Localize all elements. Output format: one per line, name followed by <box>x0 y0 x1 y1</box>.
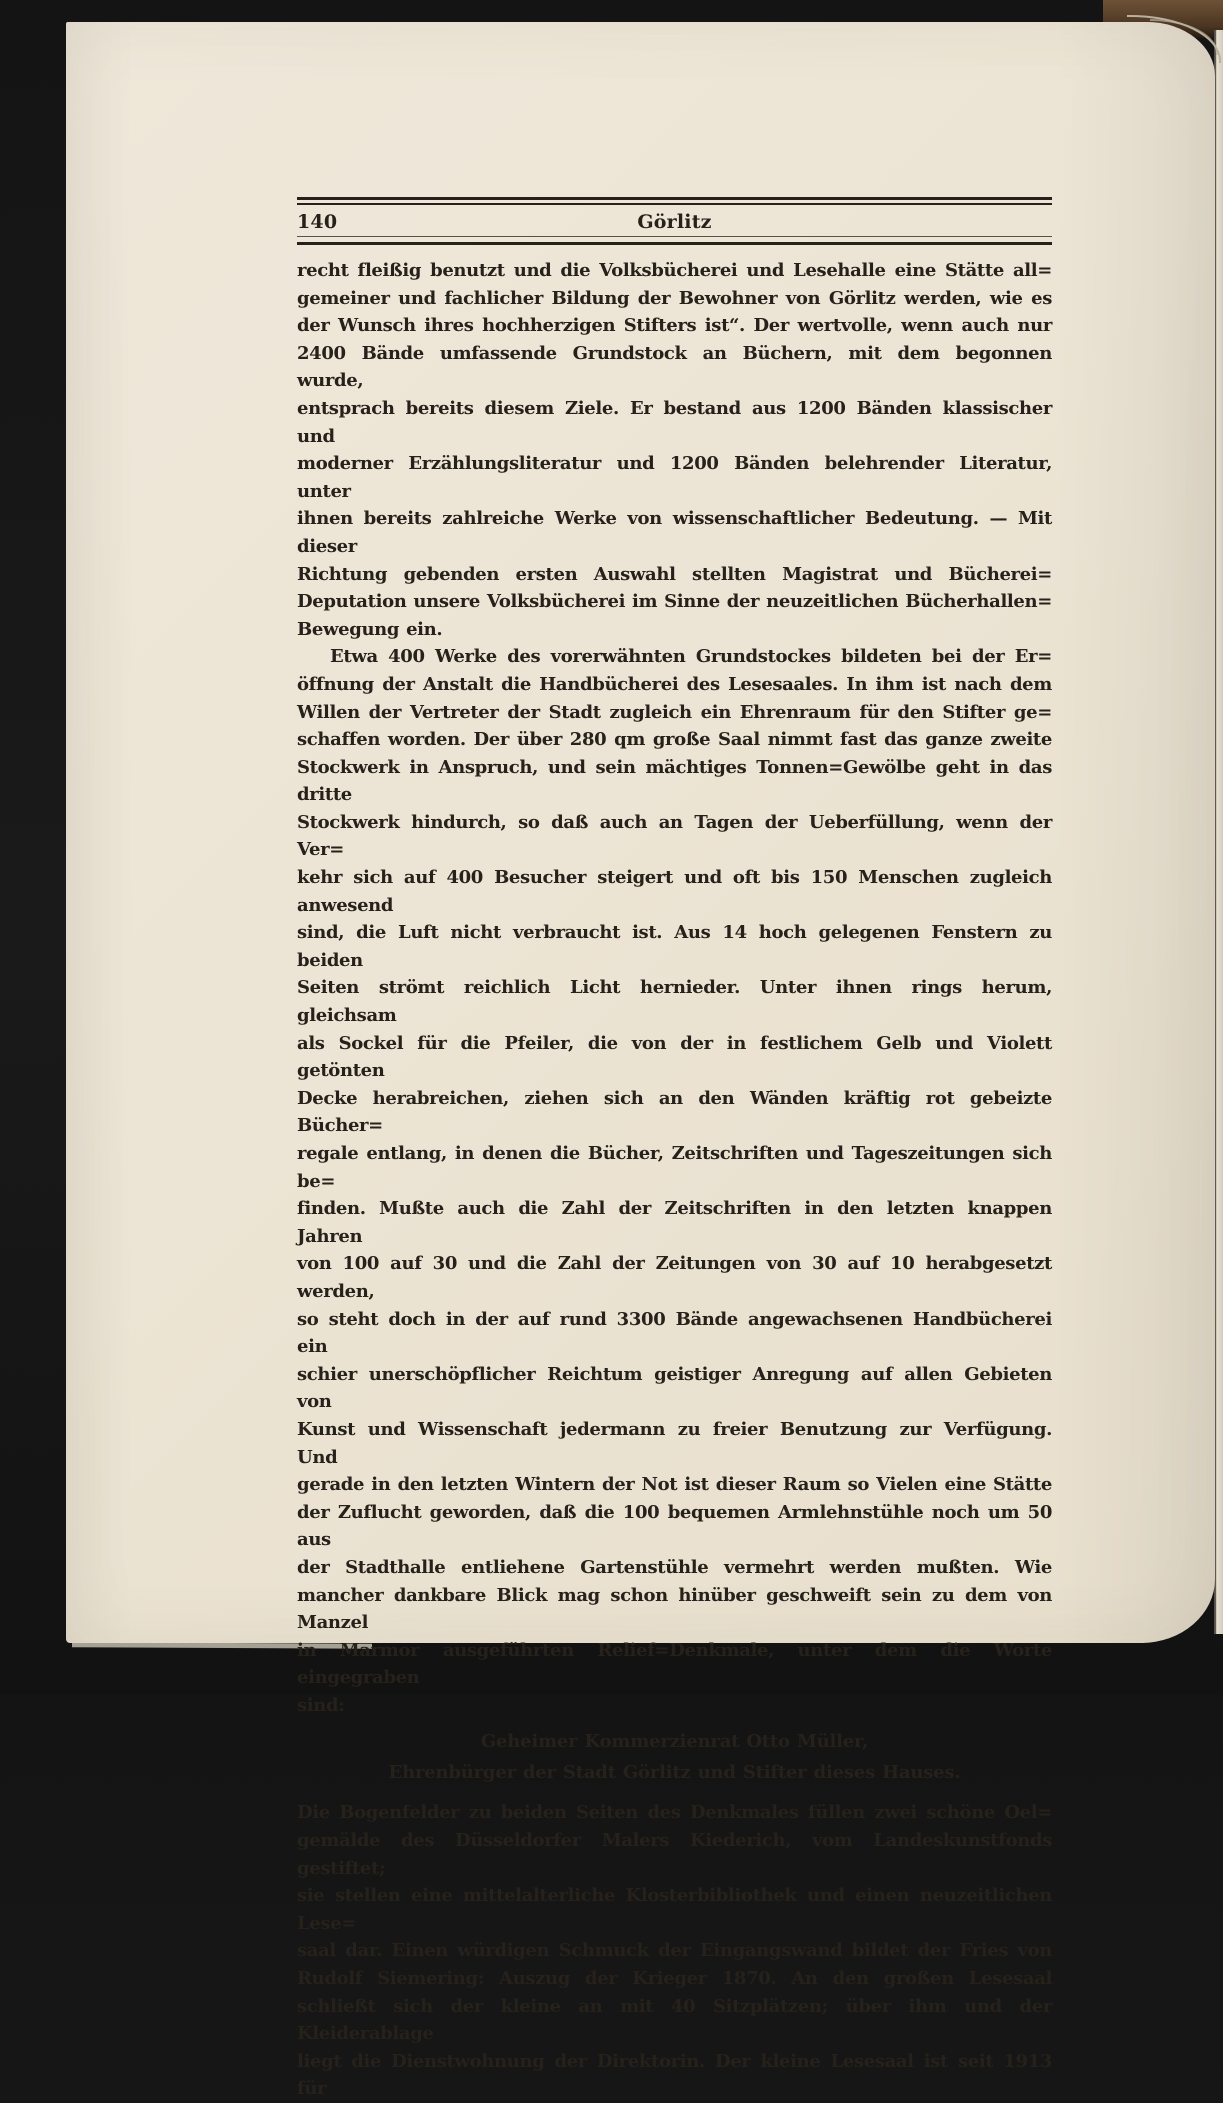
text-line: Seiten strömt reichlich Licht hernieder. Unter ihnen rings herum, gleichsam <box>297 977 1052 1027</box>
text-line: sind, die Luft nicht verbraucht ist. Aus 14 hoch gelegenen Fenstern zu beiden <box>297 922 1052 971</box>
text-column <box>297 22 1052 2100</box>
text-line: recht fleißig benutzt und die Volksbücherei und Lesehalle eine Stätte all= <box>297 260 1052 281</box>
text-line: schließt sich der kleine an mit 40 Sitzplätzen; über ihm und der Kleiderablage <box>297 1995 1052 2045</box>
text-line: ihnen bereits zahlreiche Werke von wissenschaftlicher Bedeutung. — Mit dieser <box>297 508 1052 557</box>
text-line: Stockwerk hindurch, so daß auch an Tagen der Ueberfüllung, wenn der Ver= <box>297 811 1052 861</box>
text-line: mancher dankbare Blick mag schon hinüber geschweift sein zu dem von Manzel <box>297 1584 1052 1634</box>
text-line: Die Bogenfelder zu beiden Seiten des Denkmales füllen zwei schöne Oel= <box>297 1802 1052 1824</box>
header-rule-hairline <box>297 236 1052 237</box>
text-line: schaffen worden. Der über 280 qm große Saal nimmt fast das ganze zweite <box>297 729 1052 751</box>
text-line: Ehrenbürger der Stadt Görlitz und Stifter dieses Hauses. <box>388 1762 961 1784</box>
text-line: Richtung gebenden ersten Auswahl stellten Magistrat und Bücherei= <box>297 563 1052 585</box>
body-paragraph-1 <box>297 257 1052 643</box>
text-line: sind: <box>297 1694 345 1716</box>
text-line: regale entlang, in denen die Bücher, Zeitschriften und Tageszeitungen sich be= <box>297 1143 1052 1192</box>
page-fore-edge <box>1214 30 1223 1634</box>
page-text <box>297 257 1052 2103</box>
header-rule-thick <box>297 197 1052 200</box>
text-line: Deputation unsere Volksbücherei im Sinne der neuzeitlichen Bücherhallen= <box>297 591 1052 613</box>
text-line: schier unerschöpflicher Reichtum geistiger Anregung auf allen Gebieten von <box>297 1363 1052 1413</box>
body-paragraph-2 <box>297 643 1052 1719</box>
text-line: Geheimer Kommerzienrat Otto Müller, <box>480 1731 869 1753</box>
text-line: Stockwerk in Anspruch, und sein mächtiges Tonnen=Gewölbe geht in das dritte <box>297 756 1052 806</box>
running-head <box>297 197 1052 245</box>
text-line: Kunst und Wissenschaft jedermann zu freier Benutzung zur Verfügung. Und <box>297 1418 1052 1468</box>
text-line: in Marmor ausgeführten Relief=Denkmale, unter dem die Worte eingegraben <box>297 1639 1052 1689</box>
text-line: Willen der Vertreter der Stadt zugleich ein Ehrenraum für den Stifter ge= <box>297 701 1052 723</box>
text-line: finden. Mußte auch die Zahl der Zeitschriften in den letzten knappen Jahren <box>297 1198 1052 1247</box>
text-line: der Zuflucht geworden, daß die 100 bequemen Armlehnstühle noch um 50 aus <box>297 1501 1052 1551</box>
text-line: liegt die Dienstwohnung der Direktorin. Der kleine Lesesaal ist seit 1913 für <box>297 2050 1052 2100</box>
text-line: gerade in den letzten Wintern der Not ist dieser Raum so Vielen eine Stätte <box>297 1474 1052 1496</box>
text-line: Rudolf Siemering: Auszug der Krieger 1870. An den großen Lesesaal <box>297 1968 1052 1990</box>
text-line: gemälde des Düsseldorfer Malers Kiederich, vom Landeskunstfonds gestiftet; <box>297 1830 1052 1879</box>
text-line: entsprach bereits diesem Ziele. Er bestand aus 1200 Bänden klassischer und <box>297 397 1052 447</box>
text-line: von 100 auf 30 und die Zahl der Zeitungen von 30 auf 10 herabgesetzt werden, <box>297 1253 1052 1302</box>
text-line: sie stellen eine mittelalterliche Klosterbibliothek und einen neuzeitlichen Lese= <box>297 1885 1052 1934</box>
header-row <box>297 211 1052 233</box>
header-rule-bottom <box>297 242 1052 245</box>
text-line: Decke herabreichen, ziehen sich an den Wänden kräftig rot gebeizte Bücher= <box>297 1087 1052 1137</box>
text-line: saal dar. Einen würdigen Schmuck der Eingangswand bildet der Fries von <box>297 1940 1052 1962</box>
text-line: so steht doch in der auf rund 3300 Bände angewachsenen Handbücherei ein <box>297 1308 1052 1358</box>
text-line: kehr sich auf 400 Besucher steigert und oft bis 150 Menschen zugleich anwesend <box>297 867 1052 916</box>
text-line: öffnung der Anstalt die Handbücherei des Lesesaales. In ihm ist nach dem <box>297 673 1052 695</box>
text-line: der Stadthalle entliehene Gartenstühle vermehrt werden mußten. Wie <box>297 1556 1052 1578</box>
page-title: Görlitz <box>637 211 712 233</box>
body-paragraph-3 <box>297 1799 1052 2103</box>
header-rule-thin <box>297 203 1052 205</box>
text-line: Bewegung ein. <box>297 618 443 640</box>
text-line: als Sockel für die Pfeiler, die von der in festlichem Gelb und Violett getönten <box>297 1032 1052 1082</box>
text-line: der Wunsch ihres hochherzigen Stifters ist“. Der wertvolle, wenn auch nur <box>297 315 1052 337</box>
text-line: 2400 Bände umfassende Grundstock an Büchern, mit dem begonnen wurde, <box>297 342 1052 392</box>
dedication-lines <box>297 1726 1052 1788</box>
page-number: 140 <box>297 211 338 233</box>
text-line: moderner Erzählungsliteratur und 1200 Bänden belehrender Literatur, unter <box>297 453 1052 502</box>
book-page <box>66 22 1215 2100</box>
text-line: Etwa 400 Werke des vorerwähnten Grundstockes bildeten bei der Er= <box>330 646 1052 668</box>
text-line: gemeiner und fachlicher Bildung der Bewohner von Görlitz werden, wie es <box>297 287 1052 309</box>
